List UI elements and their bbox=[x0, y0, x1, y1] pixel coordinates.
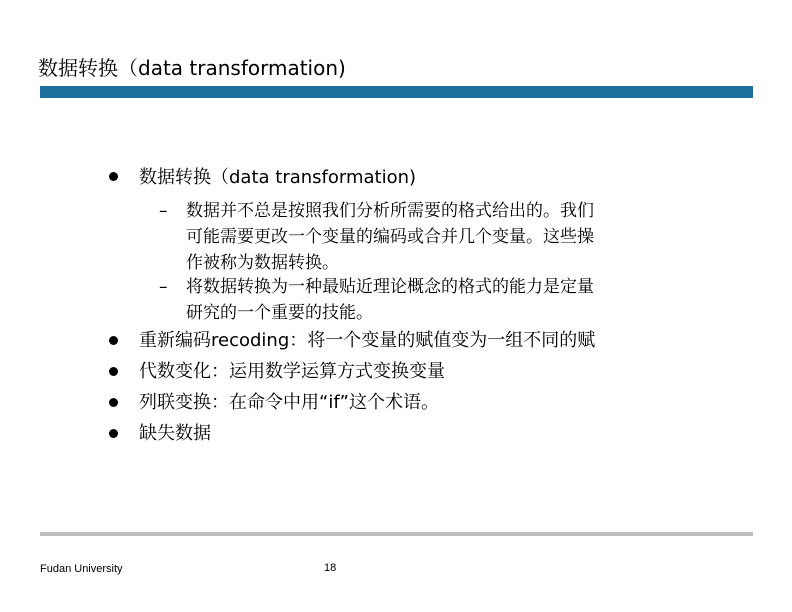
sub-bullet-2-line-1: 将数据转换为一种最贴近理论概念的格式的能力是定量 bbox=[186, 277, 594, 297]
page-number: 18 bbox=[324, 562, 337, 574]
bullet-icon bbox=[109, 172, 118, 181]
bullet-text-3: 代数变化：运用数学运算方式变换变量 bbox=[139, 361, 445, 382]
sub-bullet-1 bbox=[186, 198, 686, 276]
footer-organization: Fudan University bbox=[40, 563, 123, 575]
footer-divider-bar bbox=[40, 532, 753, 536]
sub-bullet-1-line-3: 作被称为数据转换。 bbox=[186, 253, 339, 273]
dash-icon: – bbox=[159, 201, 168, 221]
bullet-text-5: 缺失数据 bbox=[139, 423, 211, 444]
bullet-icon bbox=[109, 336, 118, 345]
sub-bullet-1-line-2: 可能需要更改一个变量的编码或合并几个变量。这些操 bbox=[186, 227, 594, 247]
bullet-icon bbox=[109, 429, 118, 438]
bullet-text-2: 重新编码recoding：将一个变量的赋值变为一组不同的赋 bbox=[139, 330, 596, 351]
sub-bullet-2-line-2: 研究的一个重要的技能。 bbox=[186, 303, 373, 323]
bullet-icon bbox=[109, 398, 118, 407]
sub-bullet-2 bbox=[186, 274, 686, 326]
slide-title: 数据转换（data transformation) bbox=[38, 56, 346, 80]
bullet-icon bbox=[109, 367, 118, 376]
bullet-text-4: 列联变换：在命令中用“if”这个术语。 bbox=[139, 392, 439, 413]
bullet-text-1: 数据转换（data transformation) bbox=[139, 167, 417, 188]
dash-icon: – bbox=[159, 277, 168, 297]
sub-bullet-1-line-1: 数据并不总是按照我们分析所需要的格式给出的。我们 bbox=[186, 201, 594, 221]
